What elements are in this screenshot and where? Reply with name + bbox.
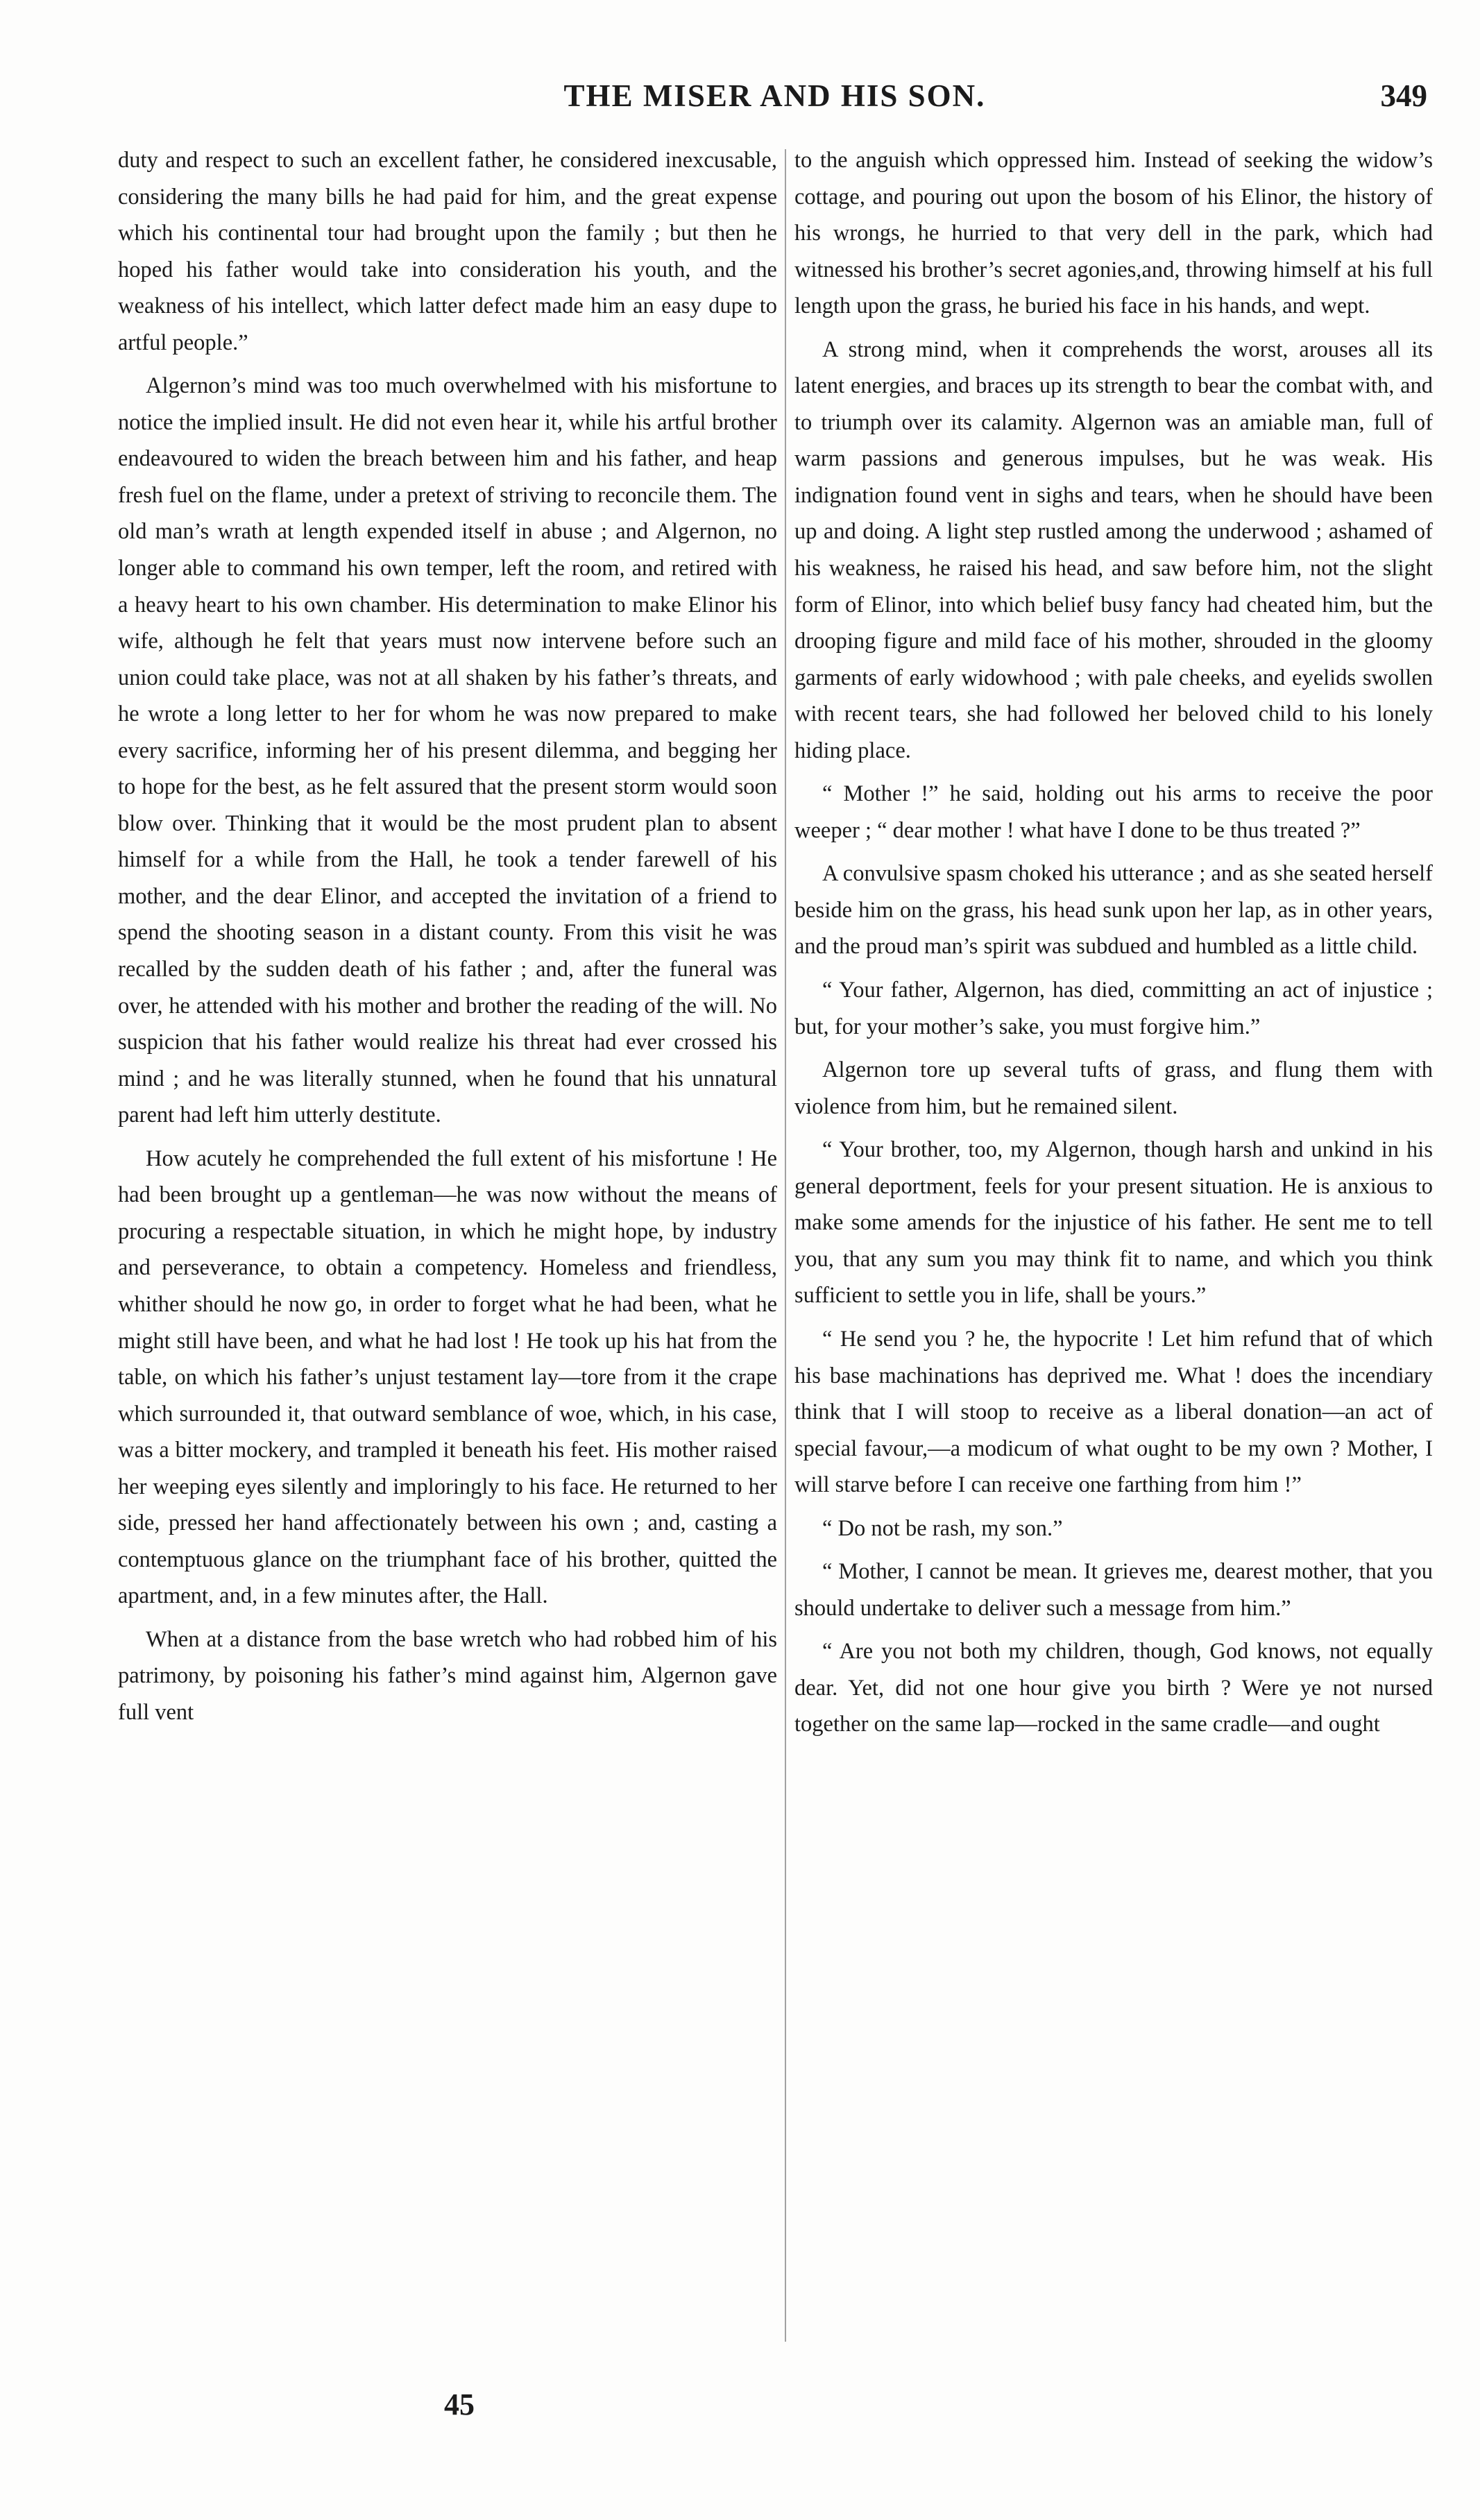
paragraph: A strong mind, when it comprehends the worst, arouses all its latent energies, and braces up its strength to bear the combat with, and to triumph over its calamity. Algernon was an amiable man, full of warm passions and generous impulses, but he was weak. His indignation found vent in sighs and tears, when he should have been up and doing. A light step rustled among the underwood ; ashamed of his weakness, he raised his head, and saw before him, not the slight form of Elinor, into which belief busy fancy had cheated him, but the drooping figure and mild face of his mother, shrouded in the gloomy garments of early widowhood ; with pale cheeks, and eyelids swollen with recent tears, she had followed her beloved child to his lonely hiding place.	[794, 337, 1433, 763]
page-number: 349	[1380, 78, 1427, 113]
paragraph: Algernon tore up several tufts of grass, and flung them with violence from him, but he remained silent.	[794, 1057, 1433, 1119]
column-divider	[785, 149, 786, 2342]
paragraph: “ Your father, Algernon, has died, committing an act of injustice ; but, for your mother’s sake, you must forgive him.”	[794, 978, 1433, 1039]
paragraph: duty and respect to such an excellent father, he considered inexcusable, considering the many bills he had paid for him, and the great expense which his continental tour had brought upon the family ; but then he hoped his father would take into consideration his youth, and the weakness of his intellect, which latter defect made him an easy dupe to artful people.”	[118, 148, 777, 355]
right-column	[794, 142, 1433, 1743]
paragraph: “ He send you ? he, the hypocrite ! Let him refund that of which his base machinations has deprived me. What ! does the incendiary think that I will stoop to receive as a liberal donation—an act of special favour,—a modicum of what ought to be my own ? Mother, I will starve before I can receive one farthing from him !”	[794, 1326, 1433, 1498]
printer-signature: 45	[444, 2387, 475, 2421]
paragraph: “ Are you not both my children, though, God knows, not equally dear. Yet, did not one hour give you birth ? Were ye not nursed together on the same lap—rocked in the same cradle—and ought	[794, 1639, 1433, 1737]
paragraph: Algernon’s mind was too much overwhelmed with his misfortune to notice the implied insult. He did not even hear it, while his artful brother endeavoured to widen the breach between him and his father, and heap fresh fuel on the flame, under a pretext of striving to reconcile them. The old man’s wrath at length expended itself in abuse ; and Algernon, no longer able to command his own temper, left the room, and retired with a heavy heart to his own chamber. His determination to make Elinor his wife, although he felt that years must now intervene before such an union could take place, was not at all shaken by his father’s threats, and he wrote a long letter to her for whom he was now prepared to make every sacrifice, informing her of his present dilemma, and begging her to hope for the best, as he felt assured that the present storm would soon blow over. Thinking that it would be the most prudent plan to absent himself for a while from the Hall, he took a tender farewell of his mother, and the dear Elinor, and accepted the invitation of a friend to spend the shooting season in a distant county. From this visit he was recalled by the sudden death of his father ; and, after the funeral was over, he attended with his mother and brother the reading of the will. No suspicion that his father would realize his threat had ever crossed his mind ; and he was literally stunned, when he found that his unnatural parent had left him utterly destitute.	[118, 373, 777, 1128]
paragraph: “ Do not be rash, my son.”	[822, 1515, 1063, 1541]
running-head	[118, 78, 1431, 119]
paragraph: How acutely he comprehended the full extent of his misfortune ! He had been brought up a gentleman—he was now without the means of procuring a respectable situation, in which he might hope, by industry and perseverance, to obtain a competency. Homeless and friendless, whither should he now go, in order to forget what he had been, what he might still have been, and what he had lost ! He took up his hat from the table, on which his father’s unjust testament lay—tore from it the crape which surrounded it, that outward semblance of woe, which, in his case, was a bitter mockery, and trampled it beneath his feet. His mother raised her weeping eyes silently and imploringly to his face. He returned to her side, pressed her hand affectionately between his own ; and, casting a contemptuous glance on the triumphant face of his brother, quitted the apartment, and, in a few minutes after, the Hall.	[118, 1146, 777, 1609]
paragraph: When at a distance from the base wretch who had robbed him of his patrimony, by poisoning his father’s mind against him, Algernon gave full vent	[118, 1626, 777, 1725]
paragraph: “ Mother, I cannot be mean. It grieves me, dearest mother, that you should undertake to deliver such a message from him.”	[794, 1559, 1433, 1621]
paragraph: A convulsive spasm choked his utterance ; and as she seated herself beside him on the grass, his head sunk upon her lap, as in other years, and the proud man’s spirit was subdued and humbled as a little child.	[794, 861, 1433, 960]
paragraph: to the anguish which oppressed him. Instead of seeking the widow’s cottage, and pouring out upon the bosom of his Elinor, the history of his wrongs, he hurried to that very dell in the park, which had witnessed his brother’s secret agonies,and, throwing himself at his full length upon the grass, he buried his face in his hands, and wept.	[794, 148, 1433, 319]
left-column	[118, 142, 777, 1731]
paragraph: “ Your brother, too, my Algernon, though harsh and unkind in his general deportment, feels for your present situation. He is anxious to make some amends for the injustice of his father. He sent me to tell you, that any sum you may think fit to name, and which you think sufficient to settle you in life, shall be yours.”	[794, 1137, 1433, 1309]
running-title: THE MISER AND HIS SON.	[563, 78, 986, 113]
paragraph: “ Mother !” he said, holding out his arms to receive the poor weeper ; “ dear mother ! what have I done to be thus treated ?”	[794, 781, 1433, 843]
